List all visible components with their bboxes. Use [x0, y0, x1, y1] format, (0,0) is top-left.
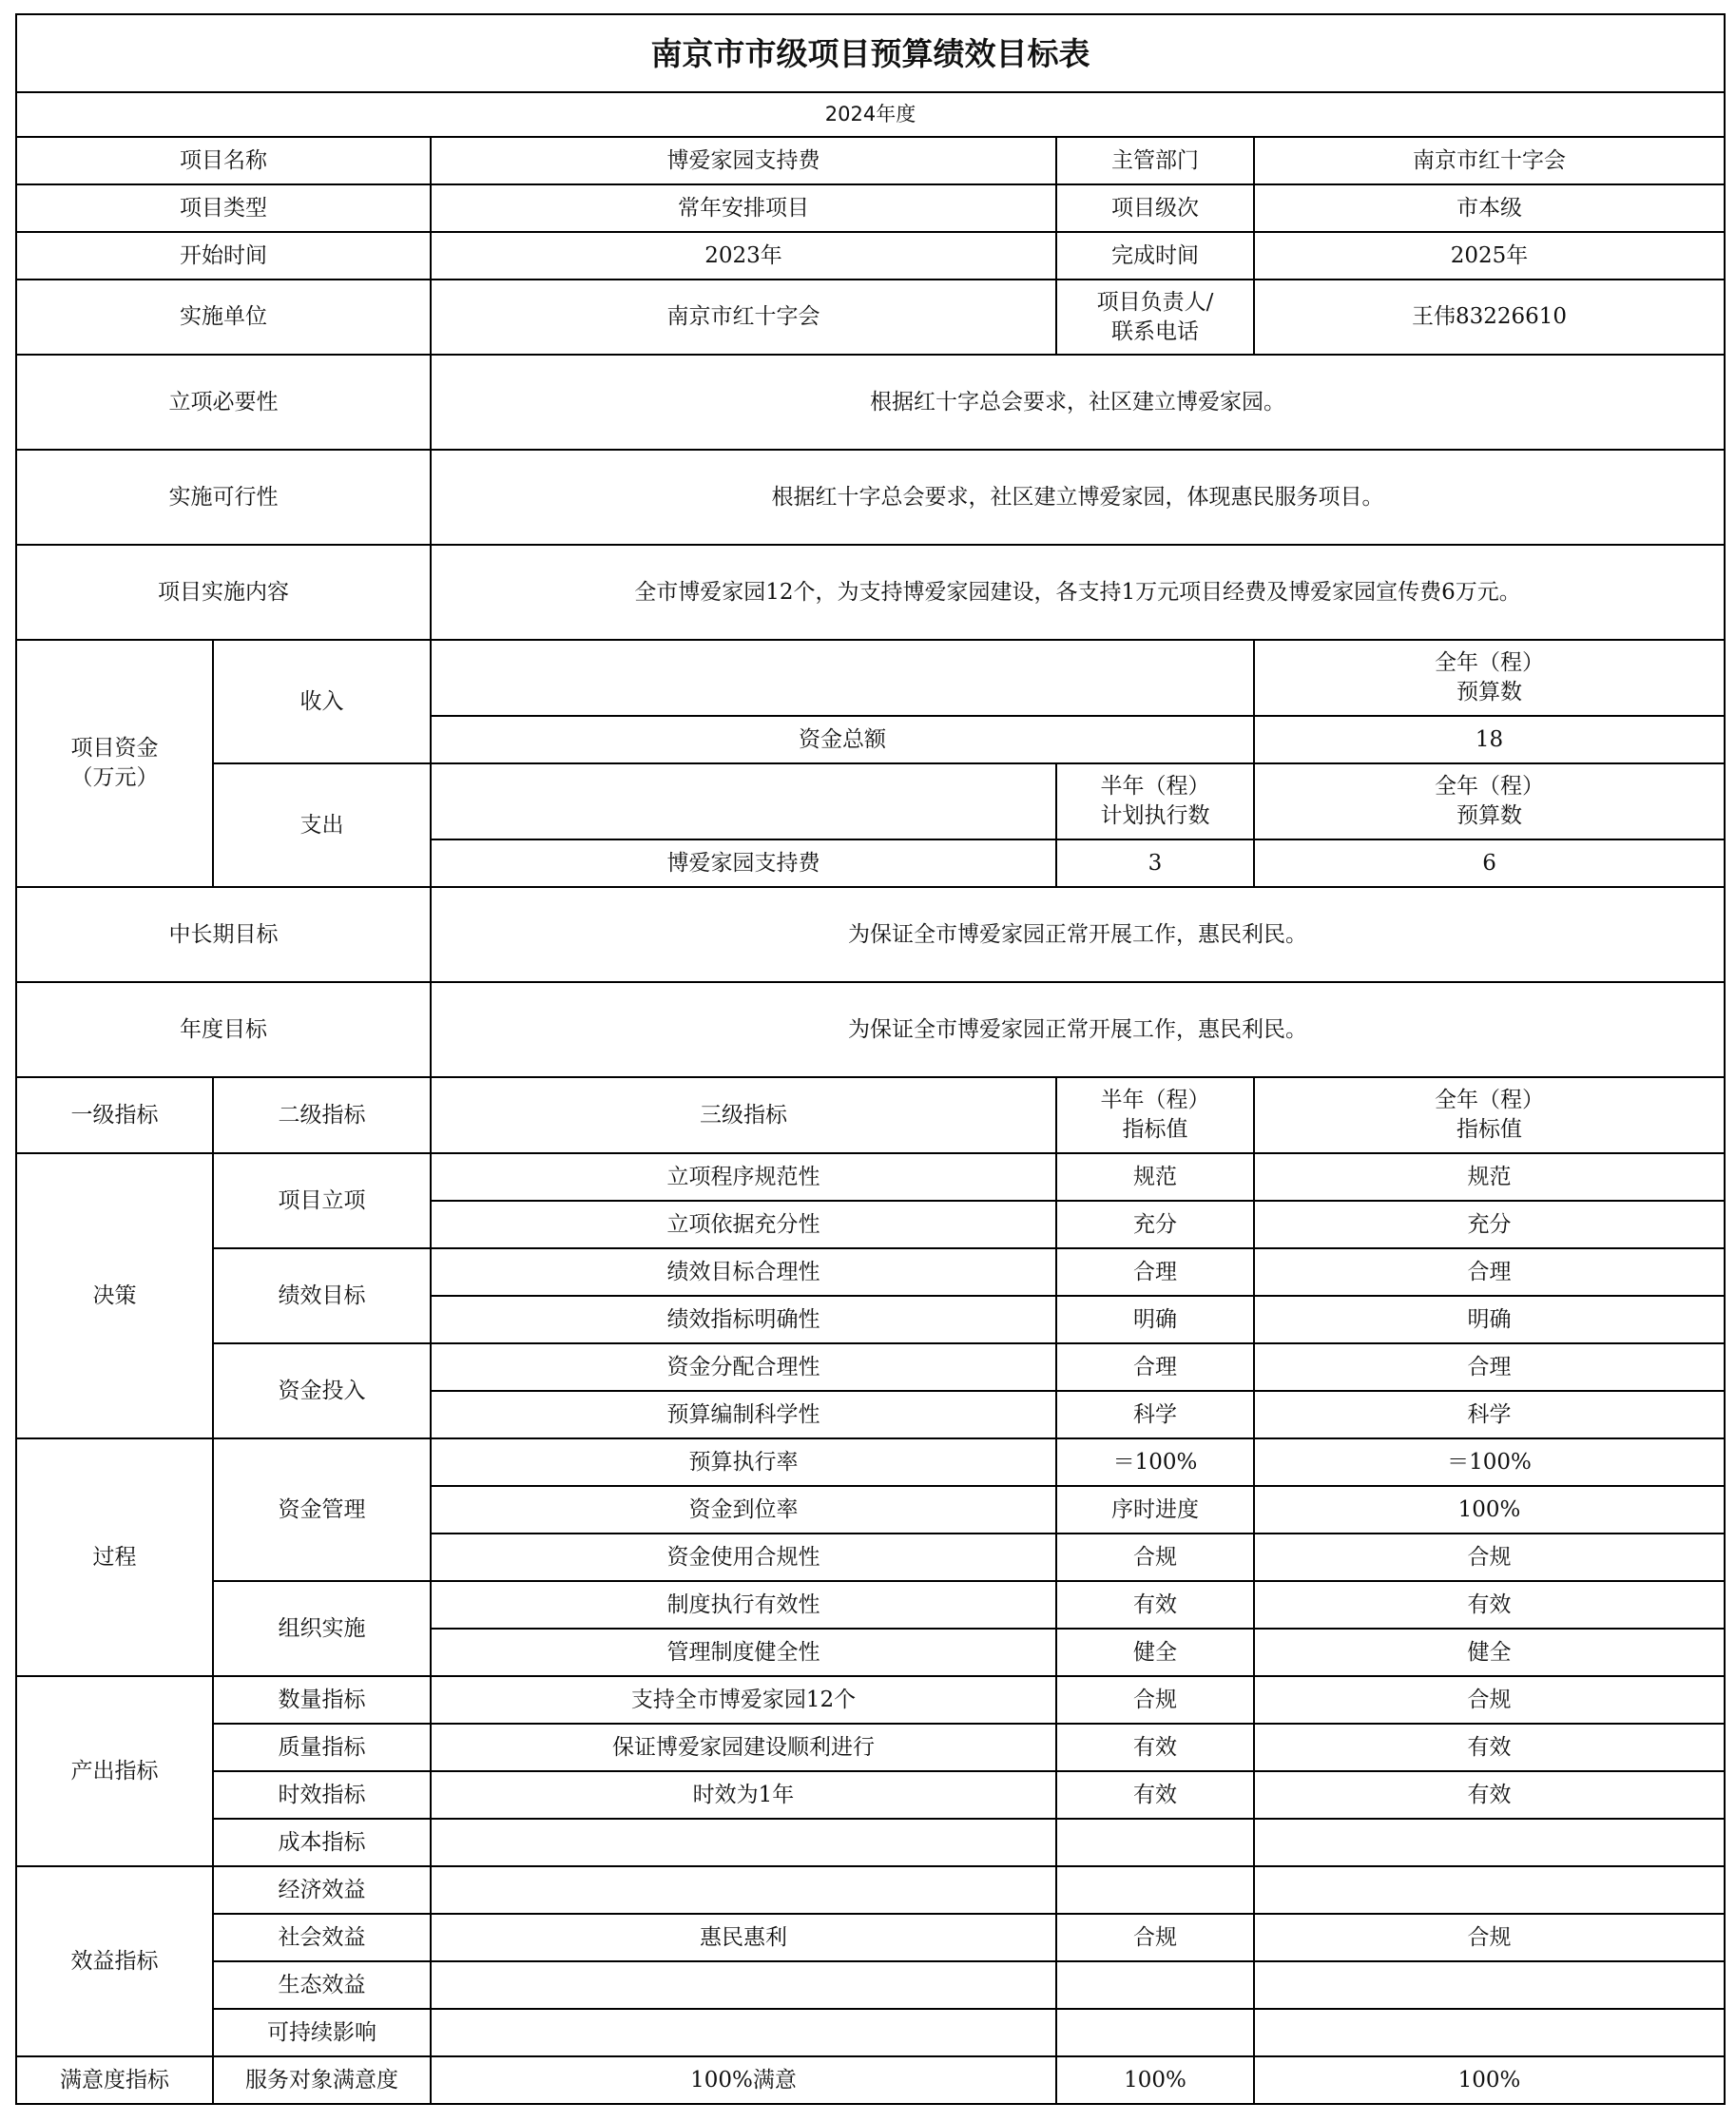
indicator-half-value: 100% [1056, 2056, 1254, 2104]
level3-header: 三级指标 [431, 1077, 1056, 1153]
indicator-half-value: 健全 [1056, 1629, 1254, 1676]
expense-label: 支出 [213, 763, 431, 887]
start-time-label: 开始时间 [16, 232, 431, 280]
owner-contact-label [1056, 280, 1254, 355]
indicator-name: 绩效指标明确性 [431, 1296, 1056, 1343]
indicator-half-value: 明确 [1056, 1296, 1254, 1343]
project-level-label: 项目级次 [1056, 184, 1254, 232]
indicator-full-value [1254, 2009, 1725, 2056]
indicator-name: 制度执行有效性 [431, 1581, 1056, 1629]
full-target-header-line1: 全年（程） [1435, 1088, 1545, 1112]
indicator-half-value [1056, 1961, 1254, 2009]
indicator-name [431, 2009, 1056, 2056]
indicator-name: 立项程序规范性 [431, 1153, 1056, 1201]
indicator-full-value [1254, 1961, 1725, 2009]
feasibility-label: 实施可行性 [16, 450, 431, 545]
indicator-full-value: 100% [1254, 1486, 1725, 1534]
half-plan-header-line1: 半年（程） [1100, 774, 1210, 799]
performance-target-table [15, 13, 1726, 2105]
owner-label-line1: 项目负责人/ [1096, 289, 1214, 315]
organization-subcategory: 组织实施 [213, 1581, 431, 1676]
indicator-half-value: 科学 [1056, 1391, 1254, 1438]
funds-label-line2: （万元） [70, 765, 159, 790]
indicator-subcategory: 生态效益 [213, 1961, 431, 2009]
income-blank [431, 640, 1254, 716]
indicator-name [431, 1961, 1056, 2009]
indicator-half-value: 序时进度 [1056, 1486, 1254, 1534]
indicator-name: 预算编制科学性 [431, 1391, 1056, 1438]
indicator-name: 绩效目标合理性 [431, 1248, 1056, 1296]
indicator-name: 支持全市博爱家园12个 [431, 1676, 1056, 1724]
total-funds-value: 18 [1254, 716, 1725, 763]
fund-management-subcategory: 资金管理 [213, 1438, 431, 1581]
indicator-name [431, 1819, 1056, 1866]
indicator-half-value: 合理 [1056, 1343, 1254, 1391]
indicator-name: 资金到位率 [431, 1486, 1056, 1534]
project-setup-subcategory: 项目立项 [213, 1153, 431, 1248]
year-label: 2024年度 [16, 92, 1725, 137]
long-term-goal-text: 为保证全市博爱家园正常开展工作，惠民利民。 [431, 887, 1725, 982]
full-target-header-line2: 指标值 [1456, 1117, 1523, 1142]
indicator-full-value: 合规 [1254, 1534, 1725, 1581]
indicator-full-value [1254, 1866, 1725, 1914]
indicator-half-value: 充分 [1056, 1201, 1254, 1248]
indicator-name: 资金使用合规性 [431, 1534, 1056, 1581]
indicator-half-value: 合规 [1056, 1676, 1254, 1724]
indicator-full-value: 有效 [1254, 1771, 1725, 1819]
process-category: 过程 [16, 1438, 213, 1676]
indicator-full-value: 健全 [1254, 1629, 1725, 1676]
performance-goal-subcategory: 绩效目标 [213, 1248, 431, 1343]
indicator-full-value: 科学 [1254, 1391, 1725, 1438]
start-time-value: 2023年 [431, 232, 1056, 280]
indicator-half-value [1056, 2009, 1254, 2056]
indicator-full-value: 规范 [1254, 1153, 1725, 1201]
half-target-header-line1: 半年（程） [1100, 1088, 1210, 1112]
indicator-full-value [1254, 1819, 1725, 1866]
expense-item-name: 博爱家园支持费 [431, 839, 1056, 887]
half-target-header [1056, 1077, 1254, 1153]
indicator-full-value: 合理 [1254, 1248, 1725, 1296]
income-label: 收入 [213, 640, 431, 763]
full-target-header [1254, 1077, 1725, 1153]
indicator-subcategory: 数量指标 [213, 1676, 431, 1724]
indicator-subcategory: 时效指标 [213, 1771, 431, 1819]
satisfaction-category: 满意度指标 [16, 2056, 213, 2104]
indicator-name: 预算执行率 [431, 1438, 1056, 1486]
full-budget-header-line1: 全年（程） [1435, 774, 1545, 799]
income-header-line1: 全年（程） [1435, 650, 1545, 675]
project-type-value: 常年安排项目 [431, 184, 1056, 232]
indicator-name: 管理制度健全性 [431, 1629, 1056, 1676]
department-value: 南京市红十字会 [1254, 137, 1725, 184]
indicator-name: 资金分配合理性 [431, 1343, 1056, 1391]
indicator-subcategory: 服务对象满意度 [213, 2056, 431, 2104]
benefit-category: 效益指标 [16, 1866, 213, 2056]
half-plan-header-line2: 计划执行数 [1100, 803, 1210, 828]
project-level-value: 市本级 [1254, 184, 1725, 232]
indicator-name: 时效为1年 [431, 1771, 1056, 1819]
indicator-half-value: 合规 [1056, 1534, 1254, 1581]
funds-label [16, 640, 213, 887]
implementing-unit-label: 实施单位 [16, 280, 431, 355]
long-term-goal-label: 中长期目标 [16, 887, 431, 982]
indicator-subcategory: 可持续影响 [213, 2009, 431, 2056]
indicator-half-value: 规范 [1056, 1153, 1254, 1201]
indicator-full-value: ＝100% [1254, 1438, 1725, 1486]
indicator-full-value: 有效 [1254, 1724, 1725, 1771]
full-budget-header [1254, 763, 1725, 839]
level2-header: 二级指标 [213, 1077, 431, 1153]
annual-goal-text: 为保证全市博爱家园正常开展工作，惠民利民。 [431, 982, 1725, 1077]
project-name-value: 博爱家园支持费 [431, 137, 1056, 184]
indicator-half-value [1056, 1819, 1254, 1866]
indicator-name: 立项依据充分性 [431, 1201, 1056, 1248]
output-category: 产出指标 [16, 1676, 213, 1866]
fund-input-subcategory: 资金投入 [213, 1343, 431, 1438]
indicator-name: 100%满意 [431, 2056, 1056, 2104]
indicator-full-value: 合规 [1254, 1676, 1725, 1724]
indicator-subcategory: 质量指标 [213, 1724, 431, 1771]
owner-label-line2: 联系电话 [1111, 318, 1199, 344]
page-title: 南京市市级项目预算绩效目标表 [16, 14, 1725, 92]
project-type-label: 项目类型 [16, 184, 431, 232]
content-label: 项目实施内容 [16, 545, 431, 640]
necessity-text: 根据红十字总会要求，社区建立博爱家园。 [431, 355, 1725, 450]
income-header [1254, 640, 1725, 716]
indicator-half-value: 有效 [1056, 1771, 1254, 1819]
expense-item-full: 6 [1254, 839, 1725, 887]
half-target-header-line2: 指标值 [1122, 1117, 1188, 1142]
end-time-value: 2025年 [1254, 232, 1725, 280]
indicator-half-value: ＝100% [1056, 1438, 1254, 1486]
expense-blank [431, 763, 1056, 839]
indicator-name: 惠民惠利 [431, 1914, 1056, 1961]
indicator-half-value: 有效 [1056, 1581, 1254, 1629]
project-name-label: 项目名称 [16, 137, 431, 184]
indicator-full-value: 明确 [1254, 1296, 1725, 1343]
content-text: 全市博爱家园12个，为支持博爱家园建设，各支持1万元项目经费及博爱家园宣传费6万元。 [431, 545, 1725, 640]
department-label: 主管部门 [1056, 137, 1254, 184]
necessity-label: 立项必要性 [16, 355, 431, 450]
expense-item-half: 3 [1056, 839, 1254, 887]
indicator-name [431, 1866, 1056, 1914]
feasibility-text: 根据红十字总会要求，社区建立博爱家园，体现惠民服务项目。 [431, 450, 1725, 545]
level1-header: 一级指标 [16, 1077, 213, 1153]
indicator-name: 保证博爱家园建设顺利进行 [431, 1724, 1056, 1771]
indicator-half-value: 合理 [1056, 1248, 1254, 1296]
implementing-unit-value: 南京市红十字会 [431, 280, 1056, 355]
indicator-full-value: 100% [1254, 2056, 1725, 2104]
indicator-subcategory: 成本指标 [213, 1819, 431, 1866]
indicator-full-value: 合规 [1254, 1914, 1725, 1961]
indicator-subcategory: 社会效益 [213, 1914, 431, 1961]
indicator-full-value: 合理 [1254, 1343, 1725, 1391]
total-funds-label: 资金总额 [431, 716, 1254, 763]
funds-label-line1: 项目资金 [70, 736, 159, 761]
indicator-half-value: 有效 [1056, 1724, 1254, 1771]
end-time-label: 完成时间 [1056, 232, 1254, 280]
full-budget-header-line2: 预算数 [1456, 803, 1523, 828]
indicator-subcategory: 经济效益 [213, 1866, 431, 1914]
indicator-full-value: 充分 [1254, 1201, 1725, 1248]
annual-goal-label: 年度目标 [16, 982, 431, 1077]
indicator-half-value [1056, 1866, 1254, 1914]
indicator-half-value: 合规 [1056, 1914, 1254, 1961]
half-plan-header [1056, 763, 1254, 839]
income-header-line2: 预算数 [1456, 680, 1523, 704]
indicator-full-value: 有效 [1254, 1581, 1725, 1629]
decision-category: 决策 [16, 1153, 213, 1438]
owner-contact-value: 王伟83226610 [1254, 280, 1725, 355]
